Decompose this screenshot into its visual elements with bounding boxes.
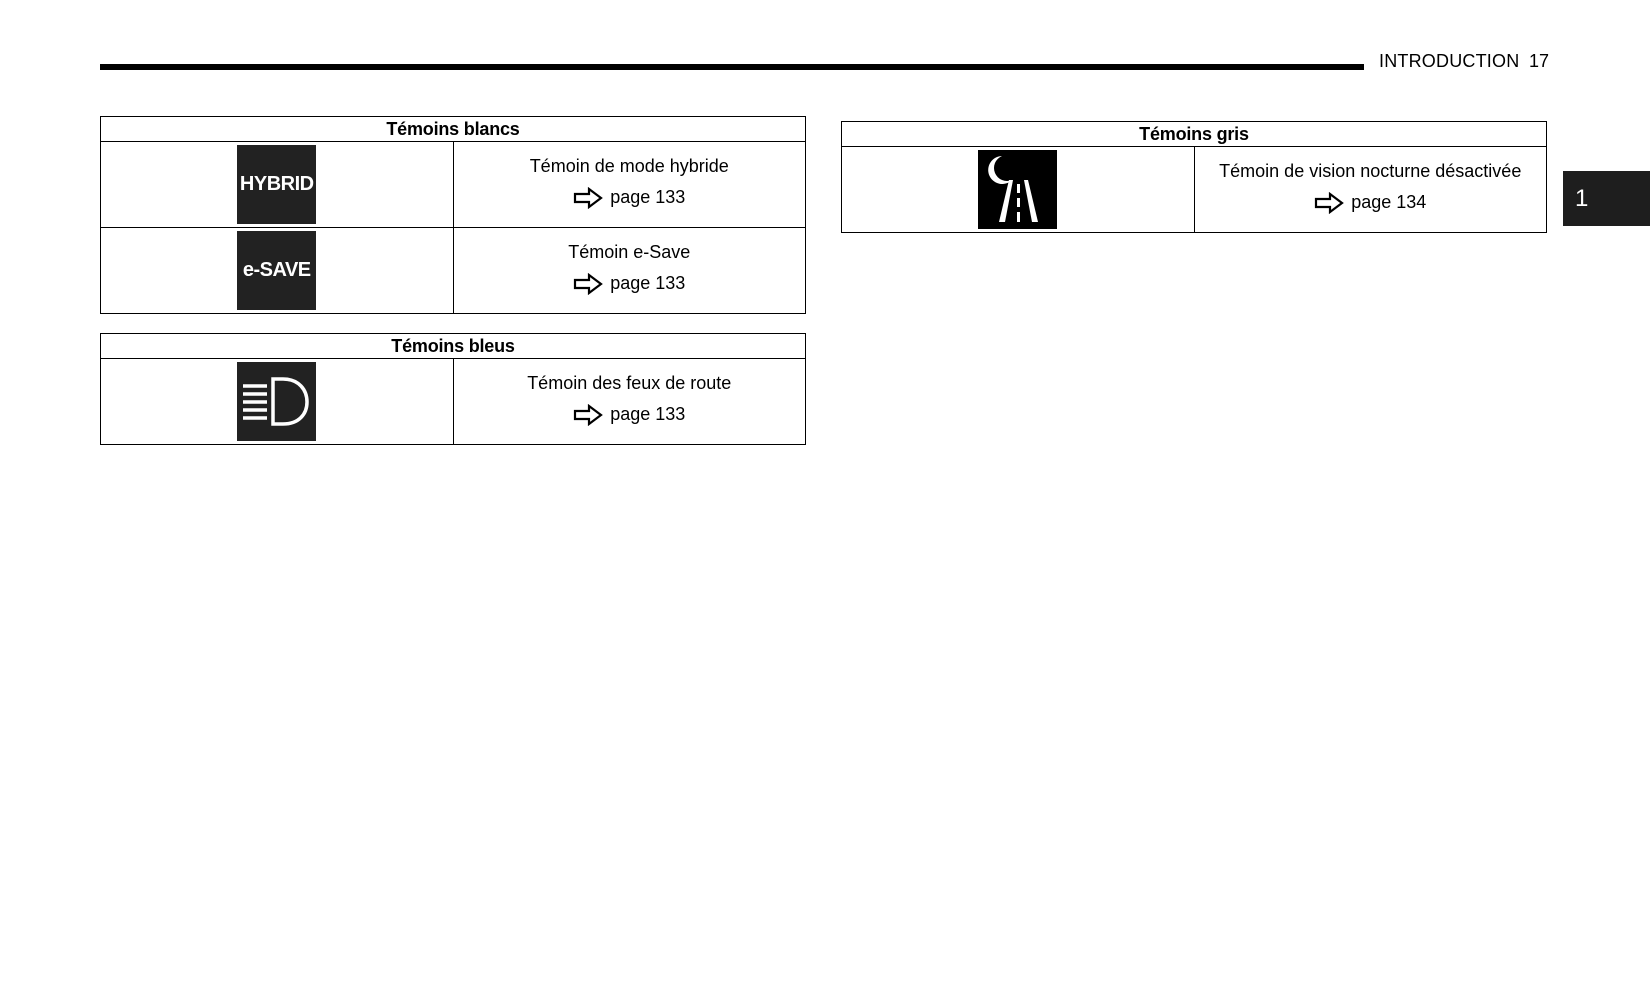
arrow-right-icon [573,273,603,295]
arrow-right-icon [573,404,603,426]
grey-indicators-table [841,121,1547,233]
chapter-tab-label: 1 [1575,184,1589,212]
page-reference[interactable] [1314,192,1426,214]
table-row [842,147,1547,233]
page-reference[interactable] [573,273,685,295]
page-reference[interactable] [573,404,685,426]
indicator-description: Témoin de mode hybride [529,155,729,176]
table-row [101,359,806,445]
page-reference-text: page 133 [610,187,686,207]
table-row [101,228,806,314]
indicator-description: Témoin e-Save [568,241,691,262]
blue-indicators-table [100,333,806,445]
page-reference-text: page 133 [610,404,686,424]
table-row [101,142,806,228]
chapter-tab[interactable] [1563,171,1650,226]
hybrid-indicator-icon: HYBRID [237,145,316,224]
page-reference[interactable] [573,187,685,209]
table-title: Témoins gris [842,122,1547,147]
arrow-right-icon [1314,192,1344,214]
esave-indicator-icon: e-SAVE [237,231,316,310]
page-number: 17 [1529,51,1550,71]
white-indicators-table [100,116,806,314]
high-beam-icon [237,362,316,441]
table-title: Témoins blancs [101,117,806,142]
page-reference-text: page 133 [610,273,686,293]
arrow-right-icon [573,187,603,209]
indicator-description: Témoin de vision nocturne désactivée [1219,160,1522,181]
section-title: INTRODUCTION [1379,51,1520,71]
indicator-description: Témoin des feux de route [527,372,732,393]
table-title: Témoins bleus [101,334,806,359]
night-vision-off-icon [978,150,1057,229]
page-reference-text: page 134 [1351,192,1427,212]
header-rule [100,64,1364,70]
